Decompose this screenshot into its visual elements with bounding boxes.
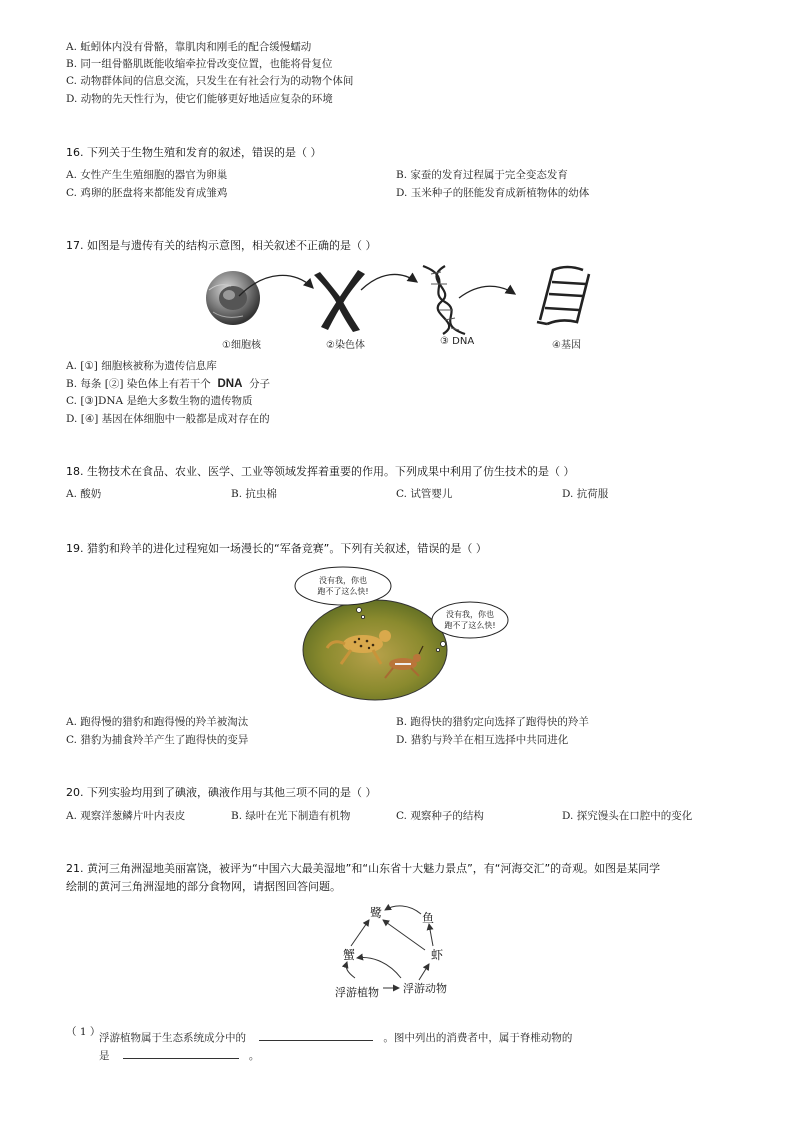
q19-option-c: C. 猎豹为捕食羚羊产生了跑得快的变异 bbox=[66, 734, 249, 746]
bubble1-line1: 没有我，你也 bbox=[319, 576, 367, 585]
q19-option-d: D. 猎豹与羚羊在相互选择中共同进化 bbox=[396, 734, 569, 746]
q18-option-c: C. 试管婴儿 bbox=[396, 488, 453, 500]
q18-option-a: A. 酸奶 bbox=[66, 488, 102, 500]
q16-option-a: A. 女性产生生殖细胞的器官为卵巢 bbox=[66, 169, 228, 181]
q18-option-b: B. 抗虫棉 bbox=[231, 488, 277, 500]
q20-option-d: D. 探究馒头在口腔中的变化 bbox=[562, 810, 693, 822]
q20-option-c: C. 观察种子的结构 bbox=[396, 810, 484, 822]
bubble1-line2: 跑不了这么快! bbox=[317, 587, 369, 596]
q15-option-a: A. 蚯蚓体内没有骨骼，靠肌肉和刚毛的配合缓慢蠕动 bbox=[66, 41, 312, 53]
q21-stem-line1: 21. 黄河三角洲湿地美丽富饶，被评为“中国六大最美湿地”和“山东省十大魅力景点”，有“河海交汇”的奇观。如图是某同学 bbox=[66, 862, 661, 875]
food-web-zooplankton: 浮游动物 bbox=[403, 982, 447, 995]
bubble2-line2: 跑不了这么快! bbox=[444, 621, 496, 630]
food-web-phytoplankton: 浮游植物 bbox=[335, 986, 379, 999]
q17-stem: 17. 如图是与遗传有关的结构示意图，相关叙述不正确的是（ ） bbox=[66, 239, 377, 252]
q20-option-a: A. 观察洋葱鳞片叶内表皮 bbox=[66, 810, 186, 822]
q17-option-d: D. [④] 基因在体细胞中一般都是成对存在的 bbox=[66, 413, 270, 425]
figure-label-gene: ④基因 bbox=[552, 340, 581, 351]
q16-stem: 16. 下列关于生物生殖和发育的叙述，错误的是（ ） bbox=[66, 146, 322, 159]
bubble2-line1: 没有我，你也 bbox=[446, 610, 494, 619]
q16-option-d: D. 玉米种子的胚能发育成新植物体的幼体 bbox=[396, 187, 590, 199]
q19-option-b: B. 跑得快的猎豹定向选择了跑得快的羚羊 bbox=[396, 716, 589, 728]
q21-stem-line2: 绘制的黄河三角洲湿地的部分食物网，请据图回答问题。 bbox=[66, 880, 341, 893]
q20-option-b: B. 绿叶在光下制造有机物 bbox=[231, 810, 351, 822]
q21-sub1-number: （ 1 ） bbox=[66, 1026, 101, 1038]
q16-option-b: B. 家蚕的发育过程属于完全变态发育 bbox=[396, 169, 568, 181]
q21-answer-blank-1[interactable] bbox=[259, 1040, 373, 1041]
cell-nucleus-image bbox=[206, 271, 260, 325]
q20-stem: 20. 下列实验均用到了碘液，碘液作用与其他三项不同的是（ ） bbox=[66, 786, 377, 799]
q17-option-c: C. [③]DNA 是绝大多数生物的遗传物质 bbox=[66, 395, 253, 407]
q19-stem: 19. 猎豹和羚羊的进化过程宛如一场漫长的“军备竞赛”。下列有关叙述，错误的是（ ） bbox=[66, 542, 487, 555]
q19-option-a: A. 跑得慢的猎豹和跑得慢的羚羊被淘汰 bbox=[66, 716, 249, 728]
cheetah-antelope-illustration bbox=[285, 564, 515, 704]
figure-label-dna: ③ DNA bbox=[440, 336, 475, 347]
q15-option-d: D. 动物的先天性行为，使它们能够更好地适应复杂的环境 bbox=[66, 93, 333, 105]
q18-option-d: D. 抗荷服 bbox=[562, 488, 609, 500]
genetics-structure-figure bbox=[195, 260, 615, 340]
q21-sub1-line2: 是 。 bbox=[99, 1050, 260, 1062]
q15-option-b: B. 同一组骨骼肌既能收缩牵拉骨改变位置，也能将骨复位 bbox=[66, 58, 333, 70]
q21-sub1-line1: 浮游植物属于生态系统成分中的 。图中列出的消费者中，属于脊椎动物的 bbox=[99, 1032, 573, 1044]
figure-label-chromosome: ②染色体 bbox=[326, 340, 365, 351]
dna-helix-image bbox=[423, 266, 465, 334]
food-web-crab: 蟹 bbox=[342, 948, 356, 962]
q16-option-c: C. 鸡卵的胚盘将来都能发育成雏鸡 bbox=[66, 187, 228, 199]
food-web-heron: 鹭 bbox=[369, 906, 383, 920]
q21-answer-blank-2[interactable] bbox=[123, 1058, 239, 1059]
q15-option-c: C. 动物群体间的信息交流，只发生在有社会行为的动物个体间 bbox=[66, 75, 354, 87]
food-web-diagram bbox=[325, 900, 465, 1000]
figure-label-nucleus: ①细胞核 bbox=[222, 340, 261, 351]
q18-stem: 18. 生物技术在食品、农业、医学、工业等领域发挥着重要的作用。下列成果中利用了仿生技术的是（ ） bbox=[66, 465, 575, 478]
q17-option-b: B. 每条 [②] 染色体上有若干个 DNA 分子 bbox=[66, 378, 271, 390]
gene-image bbox=[537, 267, 589, 324]
chromosome-image bbox=[314, 270, 365, 332]
food-web-shrimp: 虾 bbox=[430, 948, 444, 962]
q17-option-a: A. [①] 细胞核被称为遗传信息库 bbox=[66, 360, 217, 372]
food-web-fish: 鱼 bbox=[421, 911, 435, 925]
